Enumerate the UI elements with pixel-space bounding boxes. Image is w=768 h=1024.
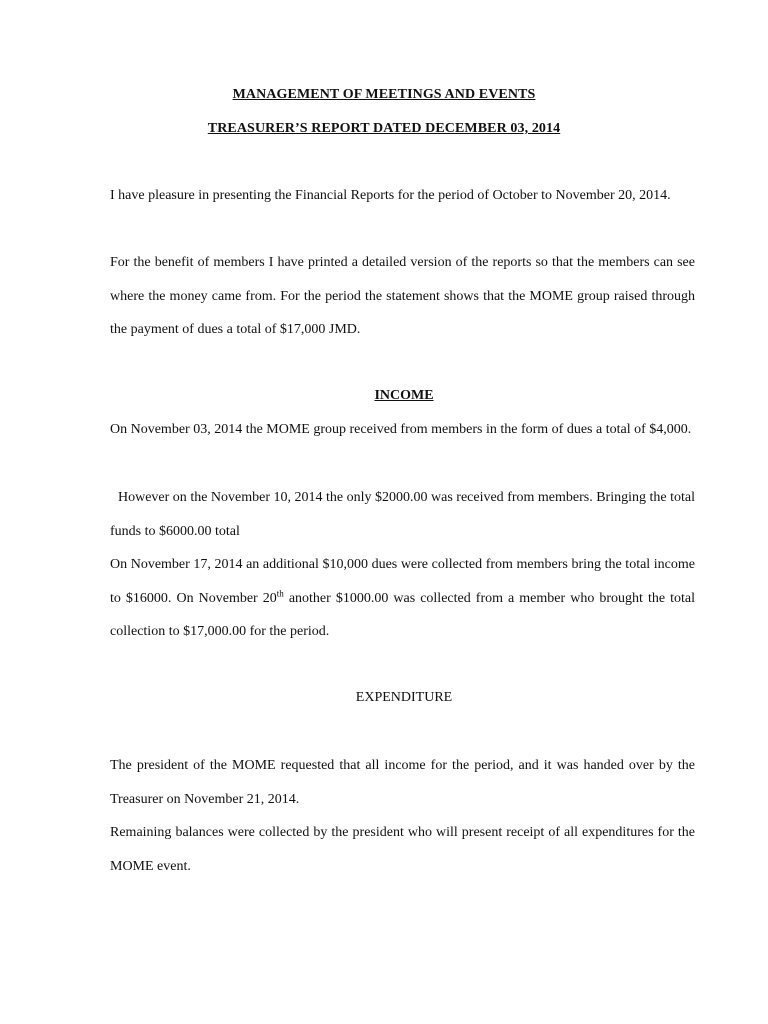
expenditure-heading: EXPENDITURE [355, 690, 453, 705]
income-paragraph-2: However on the November 10, 2014 the only $2000.00 was received from members. Bringing the total funds to $6000.00 total [110, 490, 695, 539]
income-paragraph-3-start: On November 17, 2014 an additional $10,000 dues were collected from members bring the total income to $16000. On November 20 [110, 557, 695, 606]
intro-paragraph-1: I have pleasure in presenting the Financial Reports for the period of October to November 20, 2014. [110, 188, 671, 203]
document-subtitle: TREASURER’S REPORT DATED DECEMBER 03, 2014 [207, 121, 561, 136]
income-paragraph-3-end: another $1000.00 was collected from a member who brought the total collection to $17,000.00 for the period. [110, 590, 695, 639]
income-paragraph-3 [110, 548, 695, 649]
income-heading: INCOME [374, 388, 434, 403]
expenditure-paragraph-2: Remaining balances were collected by the president who will present receipt of all expenditures for the MOME event. [110, 825, 695, 874]
expenditure-paragraph-1: The president of the MOME requested that all income for the period, and it was handed over by the Treasurer on November 21, 2014. [110, 758, 695, 807]
ordinal-suffix: th [276, 587, 284, 598]
income-paragraph-1: On November 03, 2014 the MOME group received from members in the form of dues a total of $4,000. [110, 422, 692, 437]
intro-paragraph-2: For the benefit of members I have printed a detailed version of the reports so that the members can see where the money came from. For the period the statement shows that the MOME group raised through the payment of dues a total of $17,000 JMD. [110, 255, 695, 337]
document-title: MANAGEMENT OF MEETINGS AND EVENTS [232, 87, 536, 102]
